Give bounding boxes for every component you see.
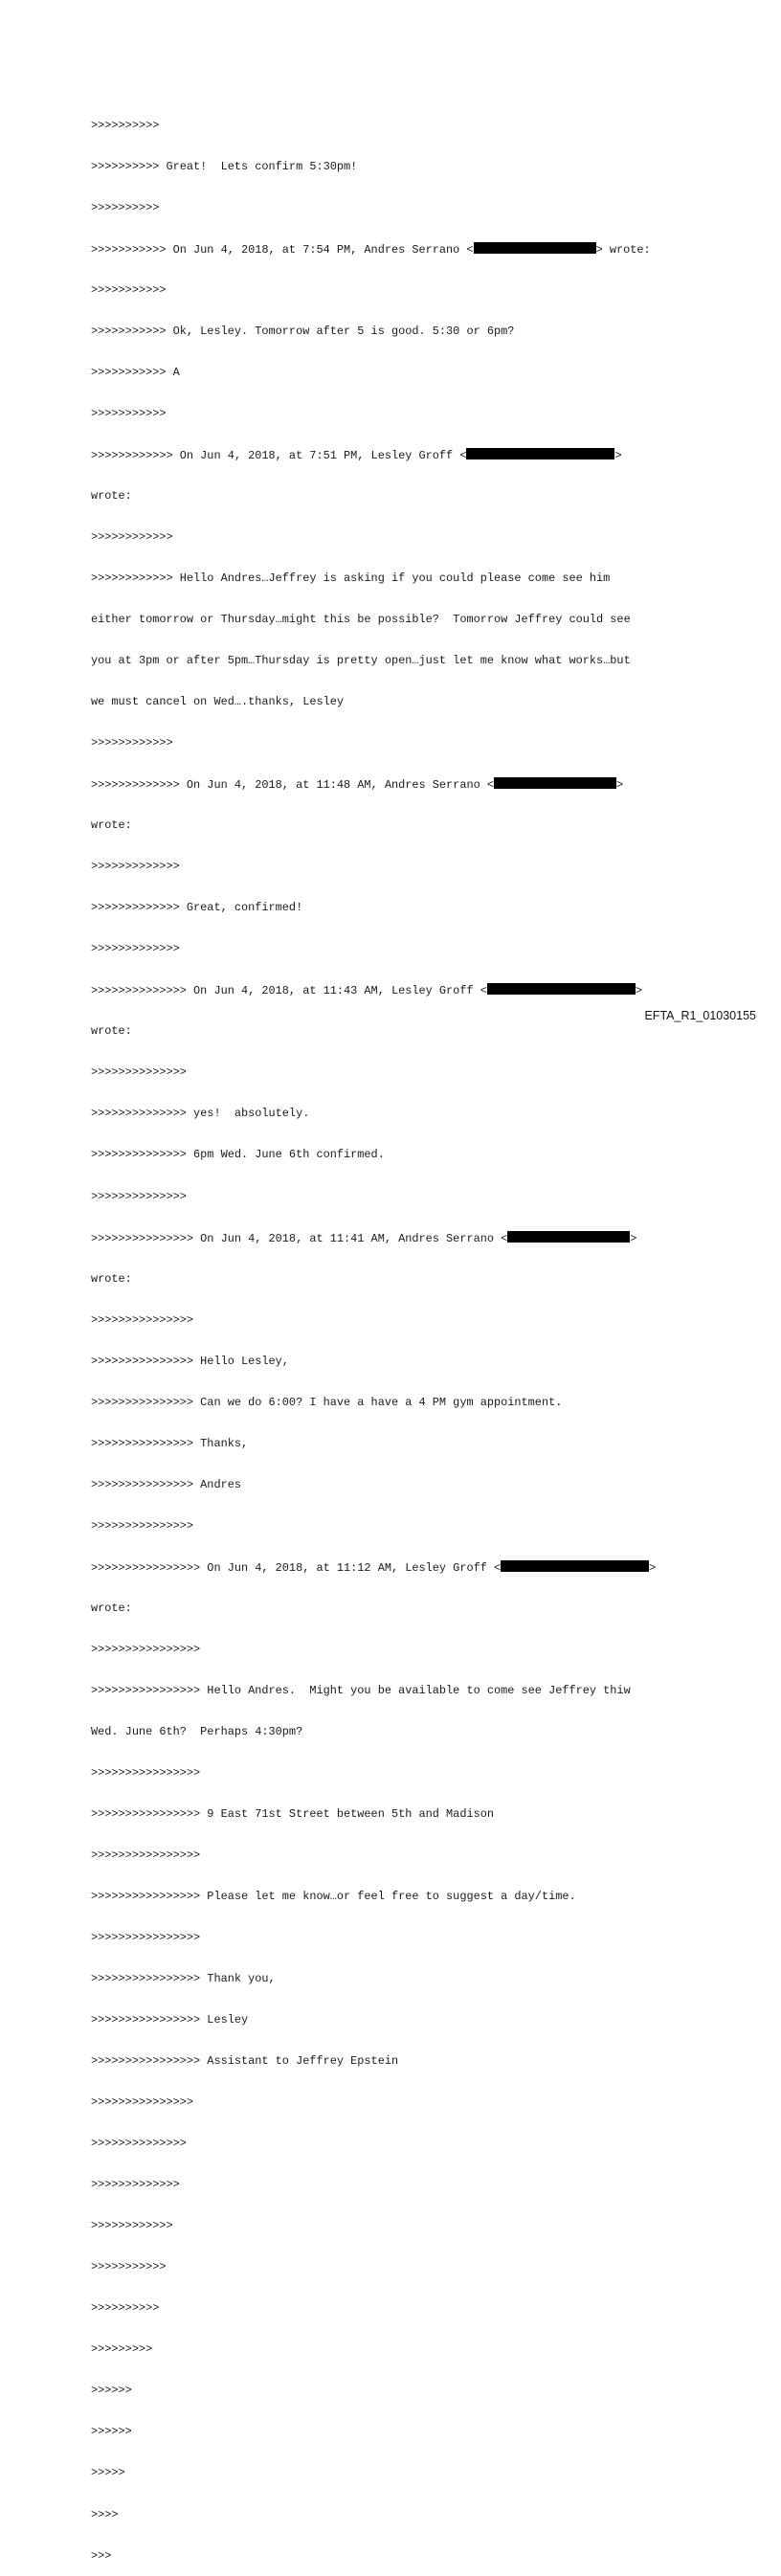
email-line: >>>>>>>>>>>> bbox=[91, 530, 173, 544]
email-line: >>>>>>>>>>>>>>> bbox=[91, 1312, 194, 1327]
email-line: >>>>>>>>>>>>>>> Can we do 6:00? I have a have a 4 PM gym appointment. bbox=[91, 1395, 563, 1409]
email-line: we must cancel on Wed….thanks, Lesley bbox=[91, 695, 345, 709]
email-line: >>>> bbox=[91, 2507, 119, 2521]
email-line: >>>>>>>>>>>>> bbox=[91, 860, 180, 874]
email-line: >>>>>>>>> bbox=[91, 2342, 153, 2357]
email-line: wrote: bbox=[91, 1271, 132, 1286]
email-line: >>>>>> bbox=[91, 2384, 132, 2398]
email-line: >>>>>>>>>>>>>>>> Assistant to Jeffrey Epstein bbox=[91, 2054, 399, 2069]
email-line: >>>>>>>>>> bbox=[91, 2301, 160, 2316]
email-line-text: > bbox=[614, 448, 622, 462]
email-line: wrote: bbox=[91, 1024, 132, 1039]
email-line: >>>>>>>>>>>>>>>> bbox=[91, 1848, 201, 1862]
document-id: EFTA_R1_01030155 bbox=[644, 1009, 756, 1022]
email-line: >>>>>>>>>>> Ok, Lesley. Tomorrow after 5 is good. 5:30 or 6pm? bbox=[91, 324, 515, 338]
email-line-text: > bbox=[635, 984, 643, 998]
email-line: >>>>>>>>>>>>> bbox=[91, 942, 180, 956]
redaction-box bbox=[474, 242, 596, 254]
email-line-header bbox=[91, 983, 703, 997]
email-line-text: >>>>>>>>>>>>>> On Jun 4, 2018, at 11:43 AM, Lesley Groff < bbox=[91, 984, 487, 998]
email-line: >>>>> bbox=[91, 2466, 125, 2480]
email-line: >>>>>>>>>>> bbox=[91, 406, 167, 420]
email-line: >>> bbox=[91, 2548, 112, 2563]
email-line: >>>>>>>>>>>>>> 6pm Wed. June 6th confirmed. bbox=[91, 1148, 385, 1162]
email-line: >>>>>>>>>>>>>>> Thanks, bbox=[91, 1436, 249, 1450]
email-line: >>>>>>>>>>>>>>>> 9 East 71st Street between 5th and Madison bbox=[91, 1806, 494, 1821]
email-line: >>>>>>>>>>>>>>> bbox=[91, 1518, 194, 1533]
email-line: >>>>>>>>>>>>>>> bbox=[91, 2095, 194, 2110]
email-line-header bbox=[91, 448, 703, 461]
email-line: >>>>>>>>>> bbox=[91, 118, 160, 132]
email-line: either tomorrow or Thursday…might this be possible? Tomorrow Jeffrey could see bbox=[91, 613, 631, 627]
email-line-header bbox=[91, 1560, 703, 1574]
email-line: >>>>>>>>>>>>>>>> Please let me know…or feel free to suggest a day/time. bbox=[91, 1890, 576, 1904]
email-line: >>>>>>>>>>>>>>>> Lesley bbox=[91, 2013, 249, 2027]
redaction-box bbox=[494, 777, 616, 789]
email-line: >>>>>>>>>>>>>> bbox=[91, 1065, 187, 1080]
email-line: you at 3pm or after 5pm…Thursday is pretty open…just let me know what works…but bbox=[91, 654, 631, 668]
redaction-box bbox=[466, 448, 614, 459]
email-line-text: >>>>>>>>>>>>> On Jun 4, 2018, at 11:48 AM, Andres Serrano < bbox=[91, 778, 494, 793]
email-line: >>>>>> bbox=[91, 2425, 132, 2439]
email-line-text: > wrote: bbox=[595, 242, 651, 257]
email-line: >>>>>>>>>>>>> Great, confirmed! bbox=[91, 901, 303, 915]
email-line: >>>>>>>>>> Great! Lets confirm 5:30pm! bbox=[91, 159, 358, 173]
email-line: >>>>>>>>>>>>>>>> bbox=[91, 1931, 201, 1945]
email-line: wrote: bbox=[91, 1601, 132, 1615]
email-line: >>>>>>>>>>> bbox=[91, 2260, 167, 2274]
email-line: >>>>>>>>>>>>>>>> Hello Andres. Might you be available to come see Jeffrey thiw bbox=[91, 1683, 631, 1697]
email-line: >>>>>>>>>>>>>>>> bbox=[91, 1642, 201, 1656]
email-line-text: >>>>>>>>>>>>>>> On Jun 4, 2018, at 11:41 AM, Andres Serrano < bbox=[91, 1231, 508, 1245]
email-line-text: > bbox=[649, 1560, 657, 1575]
email-line-text: > bbox=[630, 1231, 637, 1245]
redaction-box bbox=[487, 983, 636, 995]
email-line: wrote: bbox=[91, 488, 132, 503]
redaction-box bbox=[501, 1560, 649, 1572]
email-line: >>>>>>>>>>>>>>> Hello Lesley, bbox=[91, 1354, 289, 1368]
email-line: >>>>>>>>>>>>>>>> Thank you, bbox=[91, 1972, 276, 1986]
email-line: >>>>>>>>>>>> bbox=[91, 2219, 173, 2233]
email-line-text: > bbox=[616, 778, 624, 793]
email-line-header bbox=[91, 1231, 703, 1244]
email-line: >>>>>>>>>>>>>> bbox=[91, 1189, 187, 1203]
email-line: >>>>>>>>>>> bbox=[91, 282, 167, 297]
email-line: >>>>>>>>>>>>>>>> bbox=[91, 1765, 201, 1780]
email-line: >>>>>>>>>>>>> bbox=[91, 2178, 180, 2192]
email-line: >>>>>>>>>>>> bbox=[91, 736, 173, 750]
email-line-header bbox=[91, 242, 703, 256]
email-line: >>>>>>>>>> bbox=[91, 200, 160, 214]
email-line: >>>>>>>>>>>> Hello Andres…Jeffrey is asking if you could please come see him bbox=[91, 571, 611, 586]
email-line: >>>>>>>>>>> A bbox=[91, 365, 180, 379]
email-line: >>>>>>>>>>>>>> yes! absolutely. bbox=[91, 1107, 310, 1121]
redaction-box bbox=[507, 1231, 630, 1243]
email-line: >>>>>>>>>>>>>> bbox=[91, 2137, 187, 2151]
email-line: >>>>>>>>>>>>>>> Andres bbox=[91, 1477, 241, 1491]
email-line: Wed. June 6th? Perhaps 4:30pm? bbox=[91, 1724, 303, 1738]
email-line-text: >>>>>>>>>>> On Jun 4, 2018, at 7:54 PM, Andres Serrano < bbox=[91, 242, 474, 257]
email-line-text: >>>>>>>>>>>> On Jun 4, 2018, at 7:51 PM, Lesley Groff < bbox=[91, 448, 467, 462]
email-line-header bbox=[91, 777, 703, 791]
email-line: wrote: bbox=[91, 818, 132, 833]
email-line-text: >>>>>>>>>>>>>>>> On Jun 4, 2018, at 11:12 AM, Lesley Groff < bbox=[91, 1560, 502, 1575]
email-thread bbox=[91, 91, 703, 2576]
